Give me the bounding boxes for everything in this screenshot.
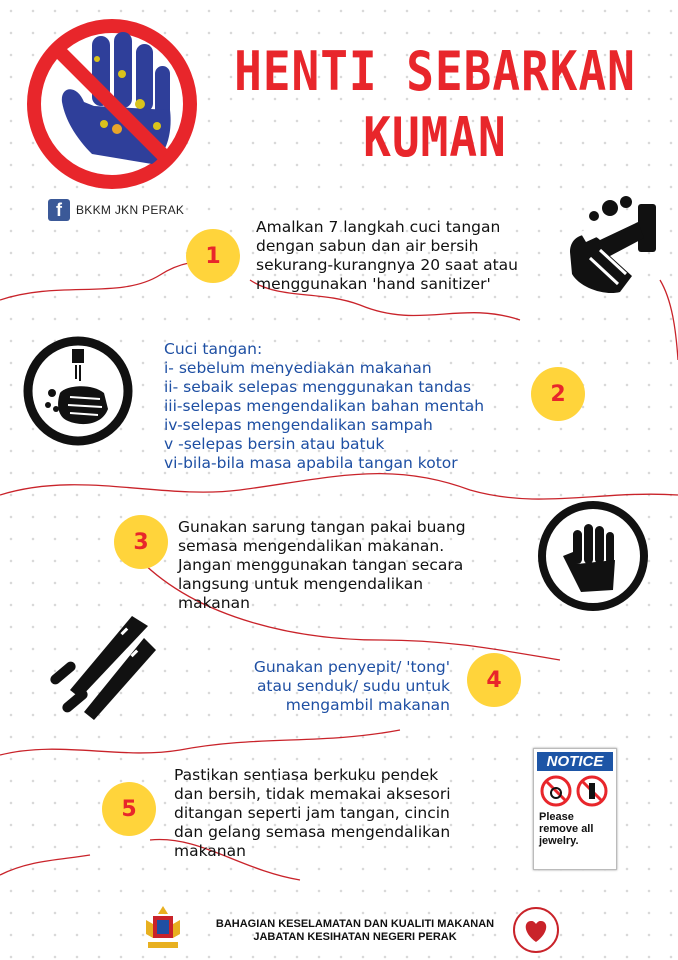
footer-agency xyxy=(205,918,505,944)
stop-germs-hand-icon xyxy=(22,14,202,194)
heart-logo-icon xyxy=(512,906,560,954)
facebook-handle-text: BKKM JKN PERAK xyxy=(76,203,185,217)
step-1-badge: 1 xyxy=(186,229,240,283)
step-2-text: Cuci tangan: i- sebelum menyediakan makanan ii- sebaik selepas menggunakan tandas iii-selepas mengendalikan bahan mentah iv-selepas mengendalikan sampah v -selepas bersin atau batuk vi-bila-bila masa apabila tangan kotor xyxy=(164,340,485,472)
facebook-handle[interactable] xyxy=(48,199,184,221)
page-title xyxy=(205,38,665,170)
notice-body: Please remove all jewelry. xyxy=(539,811,594,847)
step-5-text: Pastikan sentiasa berkuku pendek dan bersih, tidak memakai aksesori ditangan seperti jam tangan, cincin dan gelang semasa mengendalikan makanan xyxy=(174,766,451,860)
notice-header: NOTICE xyxy=(537,752,613,771)
step-1-text: Amalkan 7 langkah cuci tangan dengan sabun dan air bersih sekurang-kurangnya 20 saat atau menggunakan 'hand sanitizer' xyxy=(256,218,518,293)
step-5-badge: 5 xyxy=(102,782,156,836)
title-line-2: KUMAN xyxy=(363,105,507,169)
hand-washing-icon xyxy=(560,192,660,304)
title-line-1: HENTI SEBARKAN xyxy=(234,39,636,103)
footer-line-1: BAHAGIAN KESELAMATAN DAN KUALITI MAKANAN xyxy=(215,918,495,930)
footer-line-2: JABATAN KESIHATAN NEGERI PERAK xyxy=(253,931,457,943)
notice-sign-icon xyxy=(533,748,617,870)
step-4-text: Gunakan penyepit/ 'tong' atau senduk/ sudu untuk mengambil makanan xyxy=(253,658,450,714)
glove-icon xyxy=(537,500,649,612)
step-3-badge: 3 xyxy=(114,515,168,569)
step-3-text: Gunakan sarung tangan pakai buang semasa mengendalikan makanan. Jangan menggunakan tangan secara langsung untuk mengendalikan makanan xyxy=(178,518,466,612)
step-2-badge: 2 xyxy=(531,367,585,421)
malaysia-coat-of-arms-icon xyxy=(138,904,188,954)
tap-washing-hands-icon xyxy=(22,335,134,447)
tongs-icon xyxy=(40,612,160,734)
no-jewelry-icons xyxy=(534,771,616,811)
step-4-badge: 4 xyxy=(467,653,521,707)
facebook-icon: f xyxy=(48,199,70,221)
